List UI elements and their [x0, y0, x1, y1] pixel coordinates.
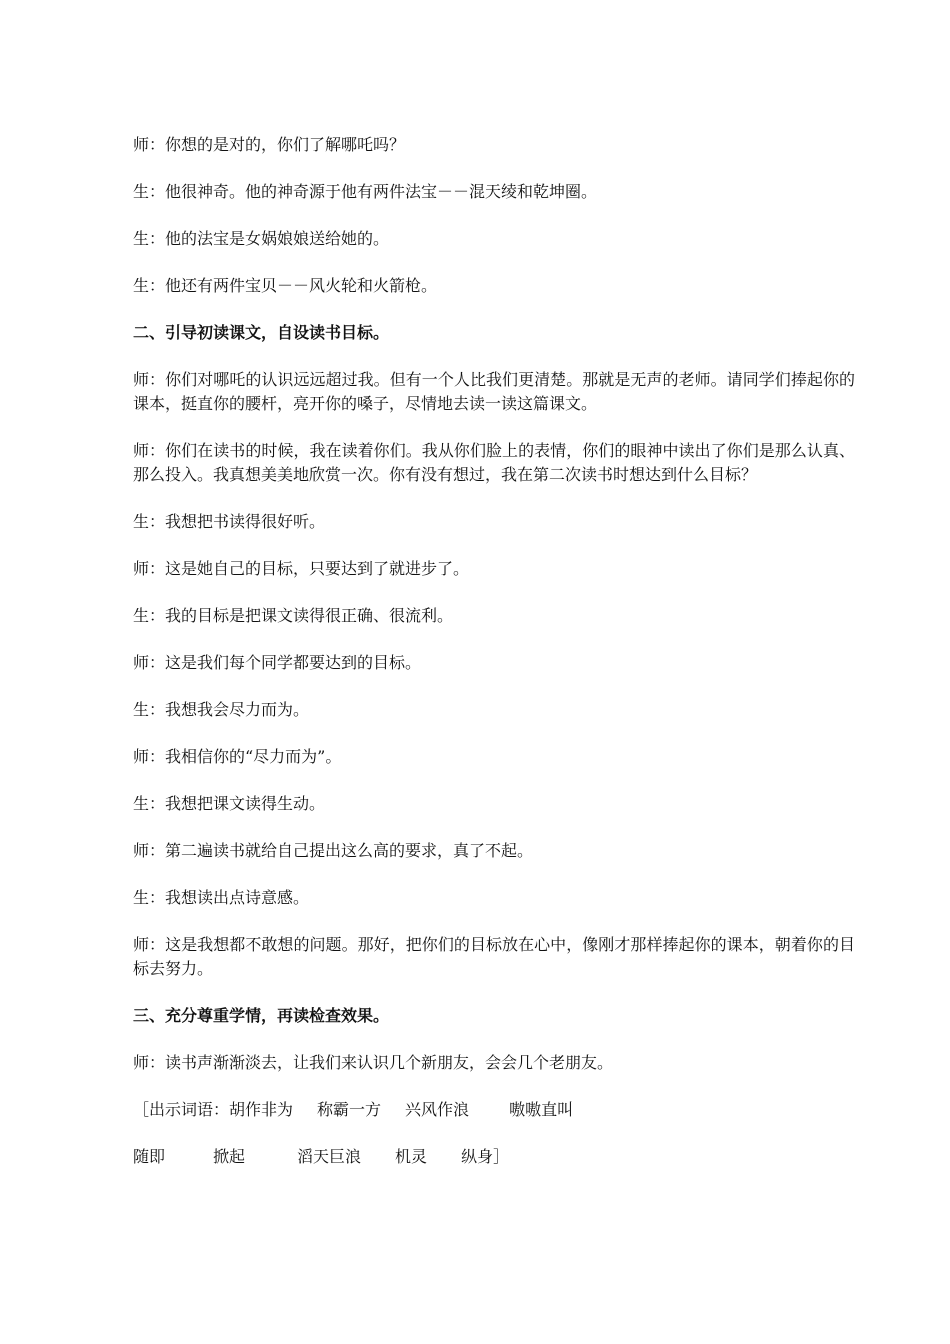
dialogue-line: 师：你们在读书的时候，我在读着你们。我从你们脸上的表情，你们的眼神中读出了你们是那么认真、那么投入。我真想美美地欣赏一次。你有没有想过，我在第二次读书时想达到什么目标？ [133, 441, 855, 484]
dialogue-line: 生：我想把书读得很好听。 [133, 512, 326, 531]
vocabulary-line-1 [133, 1098, 855, 1122]
dialogue-line: 生：我想我会尽力而为。 [133, 700, 310, 719]
dialogue-line: 生：他还有两件宝贝－－风火轮和火箭枪。 [133, 276, 438, 295]
vocabulary-word: 掀起 [213, 1147, 246, 1166]
dialogue-line: 生：他很神奇。他的神奇源于他有两件法宝－－混天绫和乾坤圈。 [133, 182, 598, 201]
vocabulary-word: 嗷嗷直叫 [509, 1100, 574, 1119]
section-heading-3: 三、充分尊重学情，再读检查效果。 [133, 1006, 390, 1025]
dialogue-line: 师：你想的是对的，你们了解哪吒吗？ [133, 135, 406, 154]
vocabulary-word: 随即 [133, 1147, 166, 1166]
dialogue-line: 师：第二遍读书就给自己提出这么高的要求，真了不起。 [133, 841, 534, 860]
document-body [133, 133, 855, 1192]
vocabulary-word: 滔天巨浪 [297, 1147, 362, 1166]
dialogue-line: 师：你们对哪吒的认识远远超过我。但有一个人比我们更清楚。那就是无声的老师。请同学们捧起你的课本，挺直你的腰杆，亮开你的嗓子，尽情地去读一读这篇课文。 [133, 370, 855, 413]
dialogue-line: 师：这是我想都不敢想的问题。那好，把你们的目标放在心中，像刚才那样捧起你的课本，朝着你的目标去努力。 [133, 935, 855, 978]
vocabulary-word: 纵身］ [461, 1147, 510, 1166]
section-heading-2: 二、引导初读课文，自设读书目标。 [133, 323, 390, 342]
vocabulary-word: 机灵 [395, 1147, 428, 1166]
dialogue-line: 生：我想读出点诗意感。 [133, 888, 310, 907]
dialogue-line: 生：我想把课文读得生动。 [133, 794, 326, 813]
vocabulary-word: 胡作非为 [229, 1100, 294, 1119]
dialogue-line: 师：这是我们每个同学都要达到的目标。 [133, 653, 422, 672]
vocabulary-word: 兴风作浪 [405, 1100, 470, 1119]
dialogue-line: 师：读书声渐渐淡去，让我们来认识几个新朋友，会会几个老朋友。 [133, 1053, 614, 1072]
vocabulary-prefix: ［出示词语： [133, 1100, 230, 1119]
vocabulary-word: 称霸一方 [317, 1100, 382, 1119]
dialogue-line: 师：这是她自己的目标，只要达到了就进步了。 [133, 559, 470, 578]
dialogue-line: 生：他的法宝是女娲娘娘送给她的。 [133, 229, 390, 248]
dialogue-line: 生：我的目标是把课文读得很正确、很流利。 [133, 606, 454, 625]
dialogue-line: 师：我相信你的“尽力而为”。 [133, 747, 342, 766]
vocabulary-line-2 [133, 1145, 855, 1169]
